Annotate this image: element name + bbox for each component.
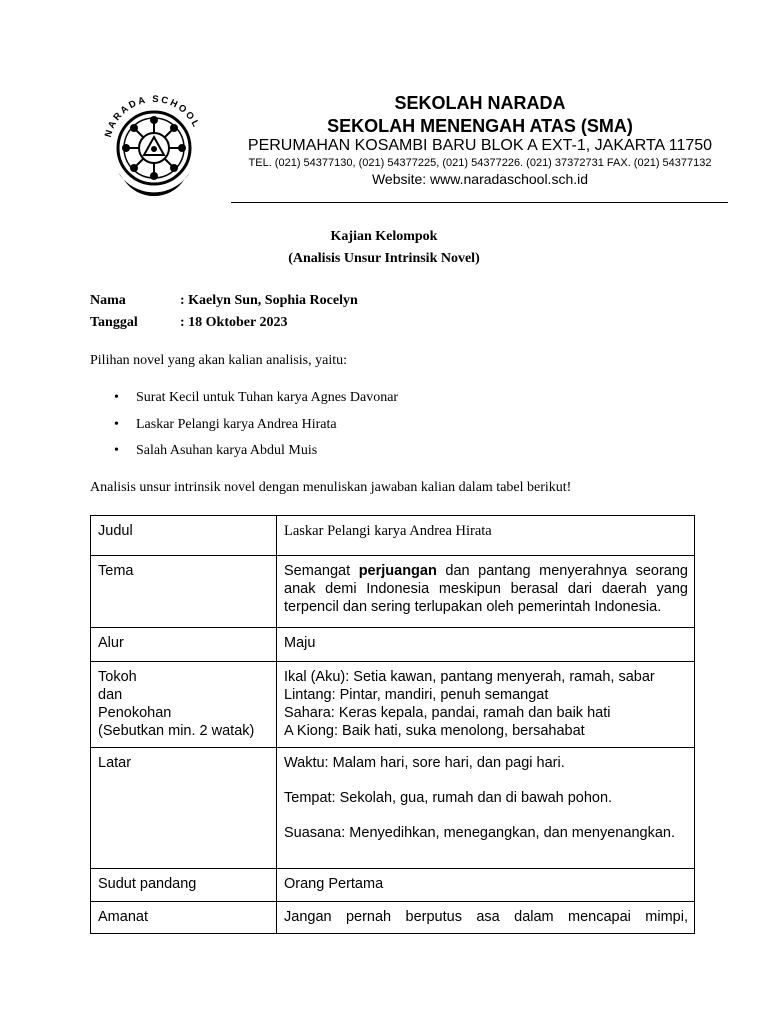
nama-value: : Kaelyn Sun, Sophia Rocelyn	[180, 293, 358, 308]
alur-value: Maju	[277, 628, 695, 662]
judul-value: Laskar Pelangi karya Andrea Hirata	[277, 516, 695, 556]
tokoh-line: Lintang: Pintar, mandiri, penuh semangat	[284, 687, 549, 703]
latar-label: Latar	[91, 748, 277, 869]
table-row	[91, 556, 695, 628]
table-row	[91, 628, 695, 662]
list-item: • Laskar Pelangi karya Andrea Hirata	[114, 417, 398, 444]
table-row	[91, 516, 695, 556]
latar-tempat: Tempat: Sekolah, gua, rumah dan di bawah pohon.	[284, 790, 613, 806]
tema-text-bold: perjuangan	[358, 563, 437, 579]
school-website: Website: www.naradaschool.sch.id	[371, 171, 589, 187]
tanggal-value: : 18 Oktober 2023	[180, 315, 288, 330]
tokoh-line: A Kiong: Baik hati, suka menolong, bersahabat	[284, 723, 585, 739]
tokoh-label	[91, 662, 277, 748]
intro-text: Pilihan novel yang akan kalian analisis, yaitu:	[90, 353, 347, 368]
latar-waktu: Waktu: Malam hari, sore hari, dan pagi hari.	[284, 755, 565, 771]
tokoh-label-line: Penokohan	[98, 705, 172, 721]
table-row	[91, 662, 695, 748]
amanat-value: Jangan pernah berputus asa dalam mencapai mimpi,	[277, 902, 695, 934]
logo-top-text: NARADA SCHOOL	[102, 93, 203, 139]
document-title: Kajian Kelompok	[330, 229, 438, 244]
judul-label: Judul	[91, 516, 277, 556]
document-subtitle: (Analisis Unsur Intrinsik Novel)	[288, 251, 480, 266]
analysis-table	[90, 515, 695, 934]
list-item: • Salah Asuhan karya Abdul Muis	[114, 443, 398, 470]
school-phone: TEL. (021) 54377130, (021) 54377225, (021) 54377226. (021) 37372731 FAX. (021) 54377132	[248, 157, 712, 169]
tema-value	[277, 556, 695, 628]
school-address: PERUMAHAN KOSAMBI BARU BLOK A EXT-1, JAKARTA 11750	[247, 137, 713, 154]
alur-label: Alur	[91, 628, 277, 662]
tokoh-value	[277, 662, 695, 748]
amanat-label: Amanat	[91, 902, 277, 934]
tema-text-end: dan pantang menyerahnya seorang anak demi Indonesia meskipun berasal dari daerah yang terpencil dan sering terlupakan oleh pemerintah Indonesia.	[284, 563, 688, 615]
table-row	[91, 748, 695, 869]
table-row	[91, 902, 695, 934]
sudut-label: Sudut pandang	[91, 869, 277, 902]
latar-suasana: Suasana: Menyedihkan, menegangkan, dan menyenangkan.	[284, 825, 675, 841]
tokoh-label-line: Tokoh	[98, 669, 137, 685]
tema-text-start: Semangat	[284, 563, 359, 579]
school-logo	[92, 92, 216, 200]
table-row	[91, 869, 695, 902]
novel-list	[114, 390, 398, 470]
tokoh-label-line: (Sebutkan min. 2 watak)	[98, 723, 255, 739]
logo-bottom-text: BAHUSACCA-SIPPA-SILA	[120, 173, 188, 194]
instruction-text: Analisis unsur intrinsik novel dengan menuliskan jawaban kalian dalam tabel berikut!	[90, 480, 572, 495]
tema-label: Tema	[91, 556, 277, 628]
sudut-value: Orang Pertama	[277, 869, 695, 902]
header-divider	[231, 202, 728, 203]
tokoh-line: Sahara: Keras kepala, pandai, ramah dan baik hati	[284, 705, 611, 721]
list-item: • Surat Kecil untuk Tuhan karya Agnes Davonar	[114, 390, 398, 417]
latar-value	[277, 748, 695, 869]
school-name: SEKOLAH NARADA	[394, 93, 566, 113]
tokoh-label-line: dan	[98, 687, 123, 703]
nama-label: Nama	[90, 293, 126, 308]
school-level: SEKOLAH MENENGAH ATAS (SMA)	[327, 116, 633, 136]
tanggal-label: Tanggal	[90, 315, 138, 330]
tokoh-line: Ikal (Aku): Setia kawan, pantang menyerah, ramah, sabar	[284, 669, 655, 685]
